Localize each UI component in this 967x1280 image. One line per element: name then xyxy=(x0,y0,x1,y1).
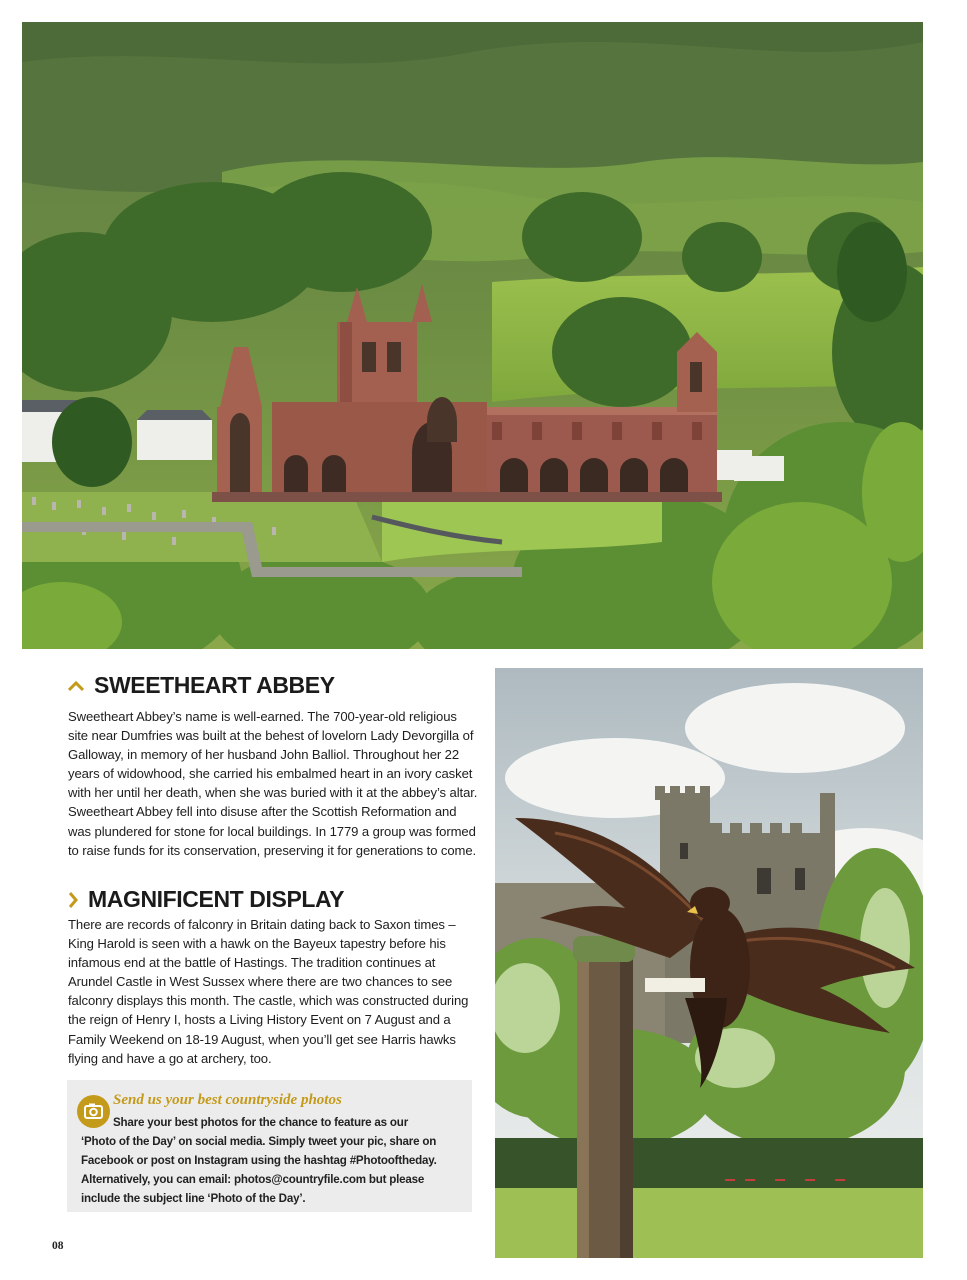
section-title: SWEETHEART ABBEY xyxy=(94,672,335,698)
section-body-magnificent-display xyxy=(68,915,478,1068)
section-heading-sweetheart-abbey xyxy=(68,672,335,699)
hashtag: #Photooftheday xyxy=(349,1154,434,1167)
photo-box-line: but please include the subject line ‘Photo of the Day’. xyxy=(81,1173,425,1205)
section-body-sweetheart-abbey xyxy=(68,707,478,860)
section-paragraph: There are records of falconry in Britain dating back to Saxon times – King Harold is seen with a hawk on the Bayeux tapestry before his infamous end at the battle of Hastings. The tradition continues at Arundel Castle in West Sussex where there are two chances to see falconry displays this month. The castle, which was constructed during the reign of Henry I, hosts a Living History Event on 7 August and a Family Weekend on 18-19 August, when you’ll get see Harris hawks flying and have a go at archery, too. xyxy=(68,917,469,1066)
page-number: 08 xyxy=(52,1240,64,1252)
email-link[interactable]: photos@countryfile.com xyxy=(233,1173,366,1186)
section-paragraph: Sweetheart Abbey’s name is well-earned. The 700-year-old religious site near Dumfries was built at the behest of lovelorn Lady Devorgilla of Galloway, in memory of her husband John Balliol. Throughout her 22 years of widowhood, she carried his embalmed heart in an ivory casket with her until her death, when she was buried with it at the abbey’s altar. Sweetheart Abbey fell into disuse after the Scottish Reformation and was plundered for stone for local buildings. In 1779 a group was formed to raise funds for its conservation, preserving it for generations to come. xyxy=(68,709,478,858)
chevron-right-icon xyxy=(68,892,80,908)
section-heading-magnificent-display xyxy=(68,886,344,913)
photo-box-text xyxy=(81,1113,461,1208)
photo-box-title: Send us your best countryside photos xyxy=(113,1092,342,1108)
photo-box-line: . Alternatively, you can email: xyxy=(81,1154,437,1186)
chevron-up-icon xyxy=(68,680,86,692)
abbey-photo xyxy=(22,22,923,649)
photo-box-line: ‘Photo of the Day’ on social media. Simply tweet your pic, share on Facebook or post on Instagram using the hashtag xyxy=(81,1135,437,1167)
falconry-photo xyxy=(495,668,923,1258)
photo-box-line: Share your best photos for the chance to feature as our xyxy=(113,1116,409,1129)
photo-submission-box xyxy=(67,1080,472,1212)
section-title: MAGNIFICENT DISPLAY xyxy=(88,886,345,912)
